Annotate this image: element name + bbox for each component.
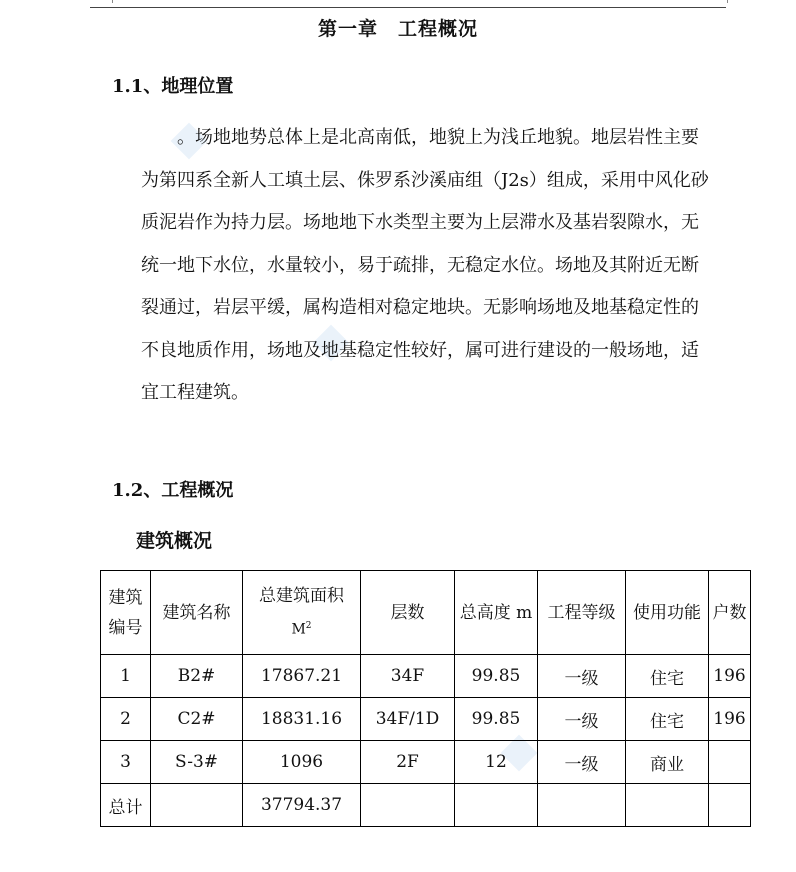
page-header-rule [90, 0, 726, 8]
cell-grade: 一级 [538, 698, 626, 741]
cell-floors: 34F/1D [361, 698, 455, 741]
cell-name: C2# [151, 698, 243, 741]
header-grade: 工程等级 [538, 571, 626, 655]
header-floors: 层数 [361, 571, 455, 655]
section-heading-overview: 1.2、工程概况 [112, 480, 234, 501]
total-empty [538, 784, 626, 827]
header-height: 总高度 m [455, 571, 538, 655]
cell-households [709, 741, 751, 784]
header-total-area-label: 总建筑面积 [259, 585, 344, 606]
total-empty [626, 784, 709, 827]
cell-households: 196 [709, 655, 751, 698]
cell-use: 商业 [626, 741, 709, 784]
cell-grade: 一级 [538, 655, 626, 698]
header-building-no [101, 571, 151, 655]
cell-no: 2 [101, 698, 151, 741]
header-building-no-line2: 编号 [108, 617, 143, 638]
total-empty [455, 784, 538, 827]
table-header-row [101, 571, 751, 655]
header-area-unit [243, 611, 360, 645]
cell-height: 99.85 [455, 655, 538, 698]
total-area: 37794.37 [243, 784, 361, 827]
table-row [101, 655, 751, 698]
total-empty [151, 784, 243, 827]
header-households: 户数 [709, 571, 751, 655]
cell-use: 住宅 [626, 655, 709, 698]
building-overview-heading: 建筑概况 [136, 530, 213, 552]
cell-no: 3 [101, 741, 151, 784]
area-unit-text: M [291, 621, 306, 638]
cell-floors: 2F [361, 741, 455, 784]
total-empty [709, 784, 751, 827]
cell-name: B2# [151, 655, 243, 698]
cell-households: 196 [709, 698, 751, 741]
chapter-title: 第一章 工程概况 [317, 18, 478, 40]
header-total-area [243, 571, 361, 655]
table-row [101, 741, 751, 784]
cell-height: 99.85 [455, 698, 538, 741]
cell-grade: 一级 [538, 741, 626, 784]
cell-use: 住宅 [626, 698, 709, 741]
cell-floors: 34F [361, 655, 455, 698]
header-building-no-line1: 建筑 [108, 587, 143, 608]
header-building-name: 建筑名称 [151, 571, 243, 655]
table-row [101, 698, 751, 741]
cell-no: 1 [101, 655, 151, 698]
cell-height: 12 [455, 741, 538, 784]
header-use: 使用功能 [626, 571, 709, 655]
location-paragraph: 。场地地势总体上是北高南低，地貌上为浅丘地貌。地层岩性主要为第四系全新人工填土层、侏罗系沙溪庙组（J2s）组成，采用中风化砂质泥岩作为持力层。场地地下水类型主要为上层滞水及基岩裂隙水，无统一地下水位，水量较小，易于疏排，无稳定水位。场地及其附近无断裂通过，岩层平缓，属构造相对稳定地块。无影响场地及地基稳定性的不良地质作用，场地及地基稳定性较好，属可进行建设的一般场地，适宜工程建筑。 [141, 127, 709, 403]
header-strip [112, 0, 728, 3]
section-heading-location: 1.1、地理位置 [112, 76, 234, 97]
cell-area: 18831.16 [243, 698, 361, 741]
area-unit-sup: 2 [305, 620, 312, 631]
total-label: 总计 [101, 784, 151, 827]
cell-area: 17867.21 [243, 655, 361, 698]
cell-area: 1096 [243, 741, 361, 784]
table-total-row [101, 784, 751, 827]
total-empty [361, 784, 455, 827]
building-overview-table [100, 570, 751, 827]
cell-name: S-3# [151, 741, 243, 784]
